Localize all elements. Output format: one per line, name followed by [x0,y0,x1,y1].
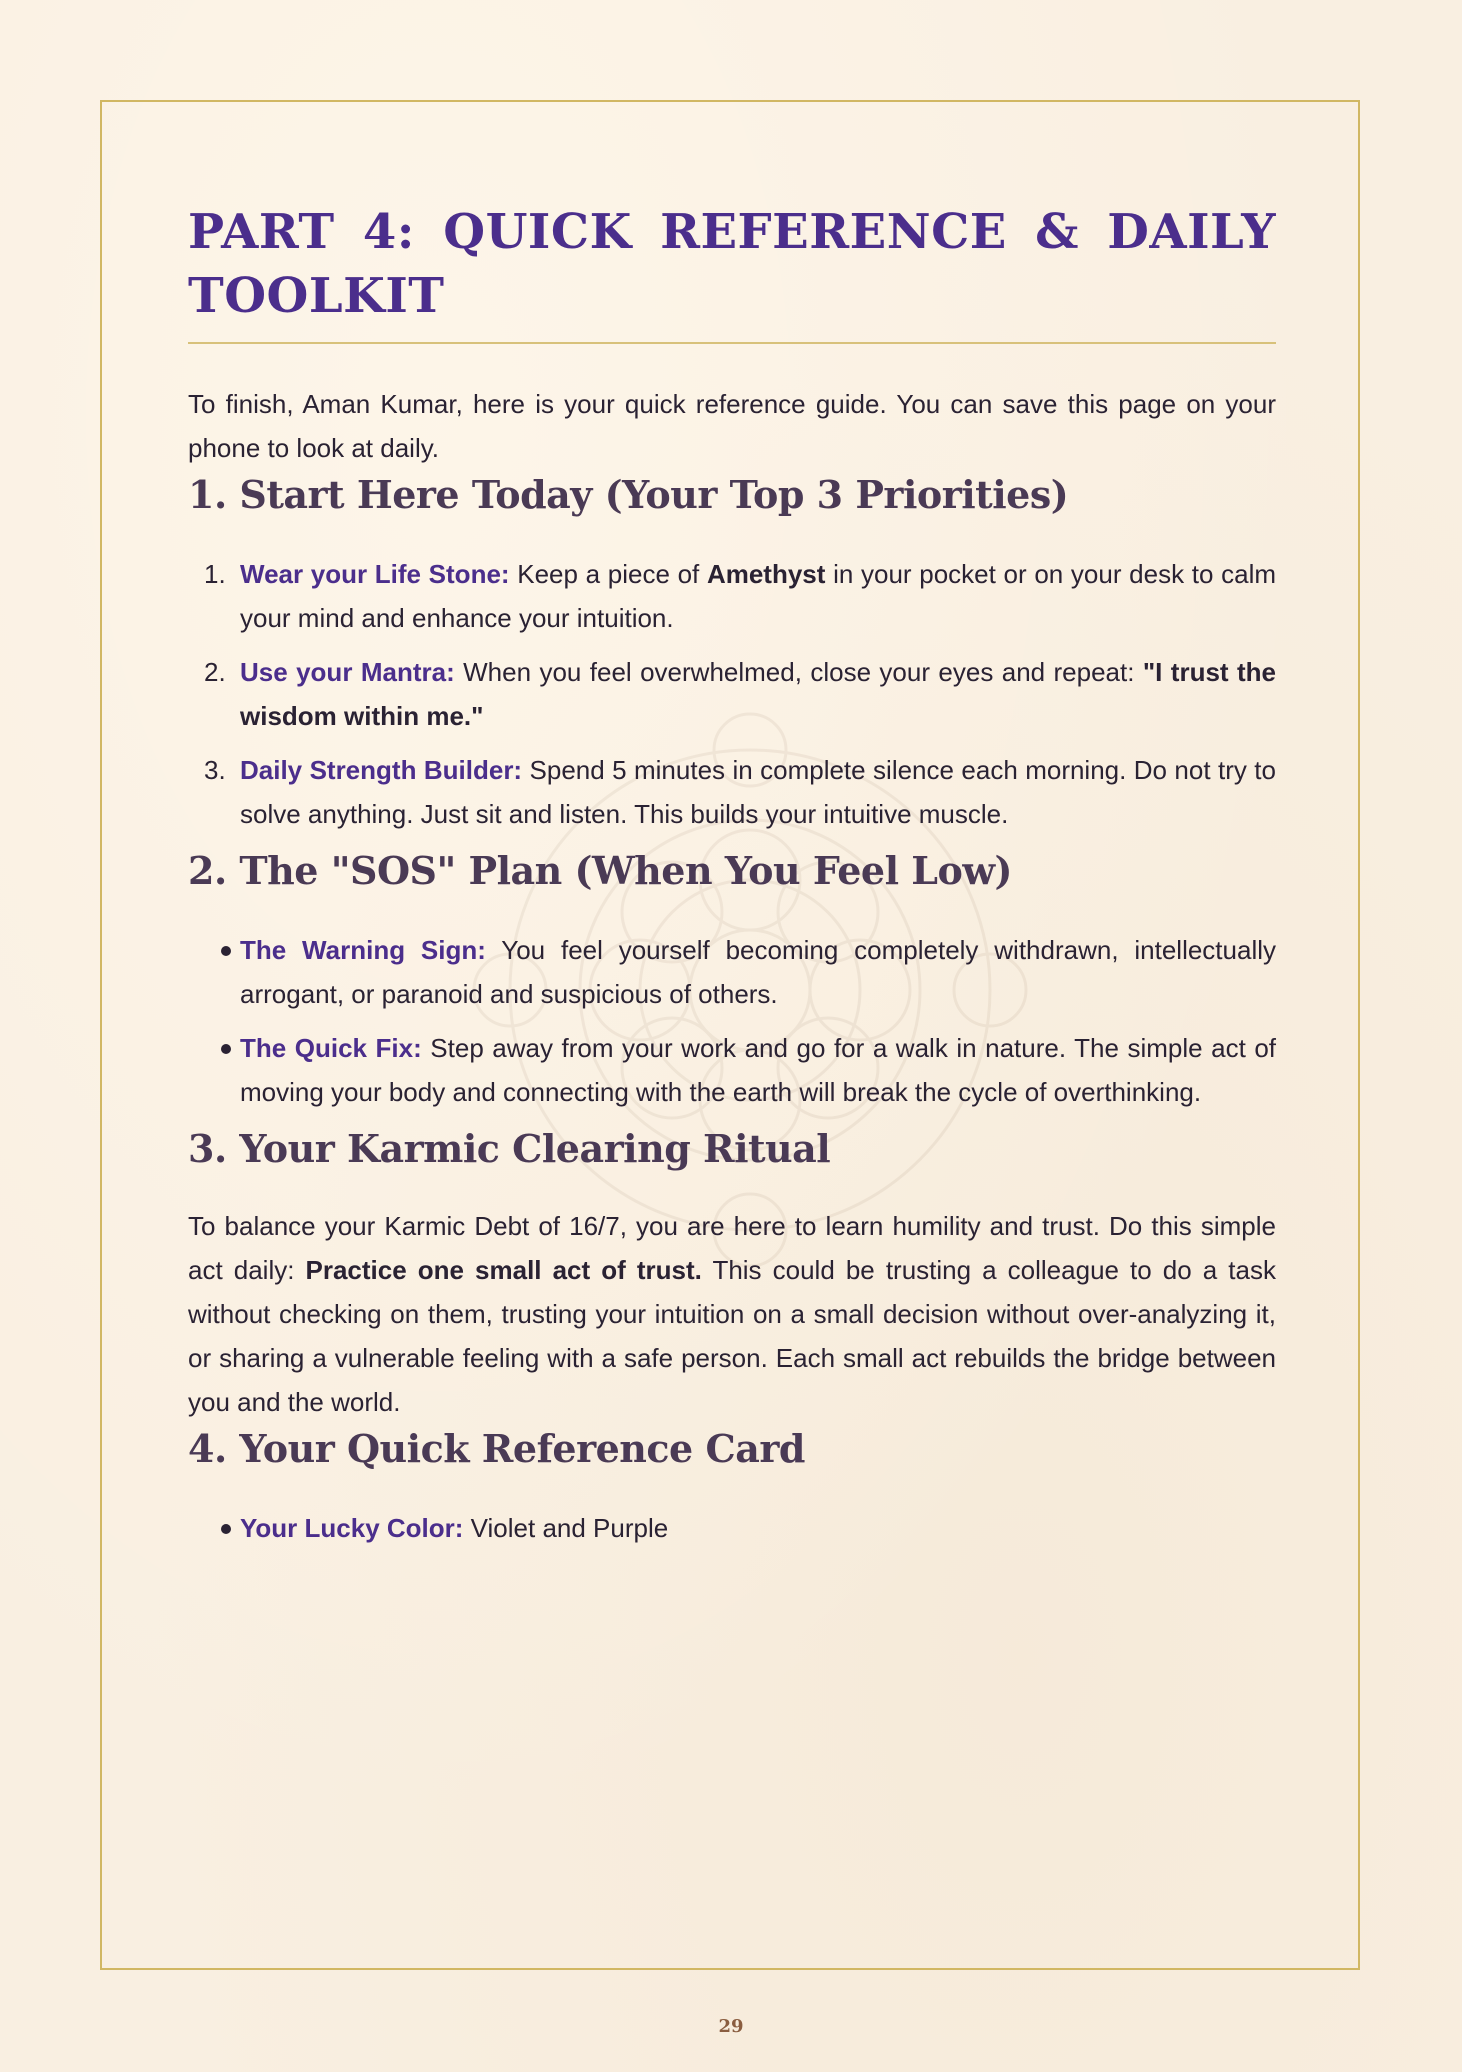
item-lead: Your Lucky Color: [240,1513,464,1543]
item-lead: The Warning Sign: [240,935,486,965]
item-lead: Daily Strength Builder: [240,755,523,785]
item-text: in your pocket or on your desk to calm your mind and enhance your intuition. [240,559,1277,633]
bullet-icon [221,946,231,956]
list-item [188,1026,1276,1114]
list-number: 3. [204,755,226,785]
item-lead: The Quick Fix: [240,1033,422,1063]
list-item [188,552,1276,640]
item-text: Step away from your work and go for a walk in nature. The simple act of moving your body and connecting with the earth will break the cycle of overthinking. [240,1033,1276,1107]
section-heading-start-here: 1. Start Here Today (Your Top 3 Priorities) [188,472,1069,517]
item-text: Spend 5 minutes in complete silence each morning. Do not try to solve anything. Just sit and listen. This builds your intuitive muscle. [240,755,1276,829]
paragraph-text: This could be trusting a colleague to do a task without checking on them, trusting your intuition on a small decision without over-analyzing it, or sharing a vulnerable feeling with a safe person. Each small act rebuilds the bridge between you and the world. [188,1255,1276,1417]
page-title: PART 4: QUICK REFERENCE & DAILY TOOLKIT [188,204,1276,324]
page-number: 29 [718,2016,744,2037]
reference-card-list [188,1506,1276,1550]
item-text: You feel yourself becoming completely withdrawn, intellectually arrogant, or paranoid and suspicious of others. [240,935,1277,1009]
list-item [188,928,1276,1016]
item-text: Keep a piece of [509,559,707,589]
karmic-paragraph [188,1204,1276,1424]
page-content [188,200,1276,1560]
bullet-icon [221,1044,231,1054]
item-lead: Use your Mantra: [240,657,455,687]
list-item [188,1506,1276,1550]
section-heading-karmic-ritual: 3. Your Karmic Clearing Ritual [188,1126,831,1171]
title-divider [188,342,1276,344]
paragraph-bold: Practice one small act of trust. [305,1255,702,1285]
list-number: 2. [204,657,226,687]
list-item [188,748,1276,836]
intro-paragraph: To finish, Aman Kumar, here is your quick reference guide. You can save this page on your phone to look at daily. [188,389,1276,463]
list-item [188,650,1276,738]
item-lead: Wear your Life Stone: [240,559,510,589]
bullet-icon [221,1524,231,1534]
item-bold: Amethyst [706,559,826,589]
item-bold: "I trust the wisdom within me." [240,657,1276,731]
list-number: 1. [204,559,226,589]
paragraph-text: To balance your Karmic Debt of 16/7, you are here to learn humility and trust. Do this simple act daily: [188,1211,1276,1285]
priorities-list [188,552,1276,836]
section-heading-sos-plan: 2. The "SOS" Plan (When You Feel Low) [188,848,1013,893]
section-heading-reference-card: 4. Your Quick Reference Card [188,1426,805,1471]
item-text: When you feel overwhelmed, close your eyes and repeat: [454,657,1143,687]
sos-list [188,928,1276,1114]
item-text: Violet and Purple [463,1513,669,1543]
